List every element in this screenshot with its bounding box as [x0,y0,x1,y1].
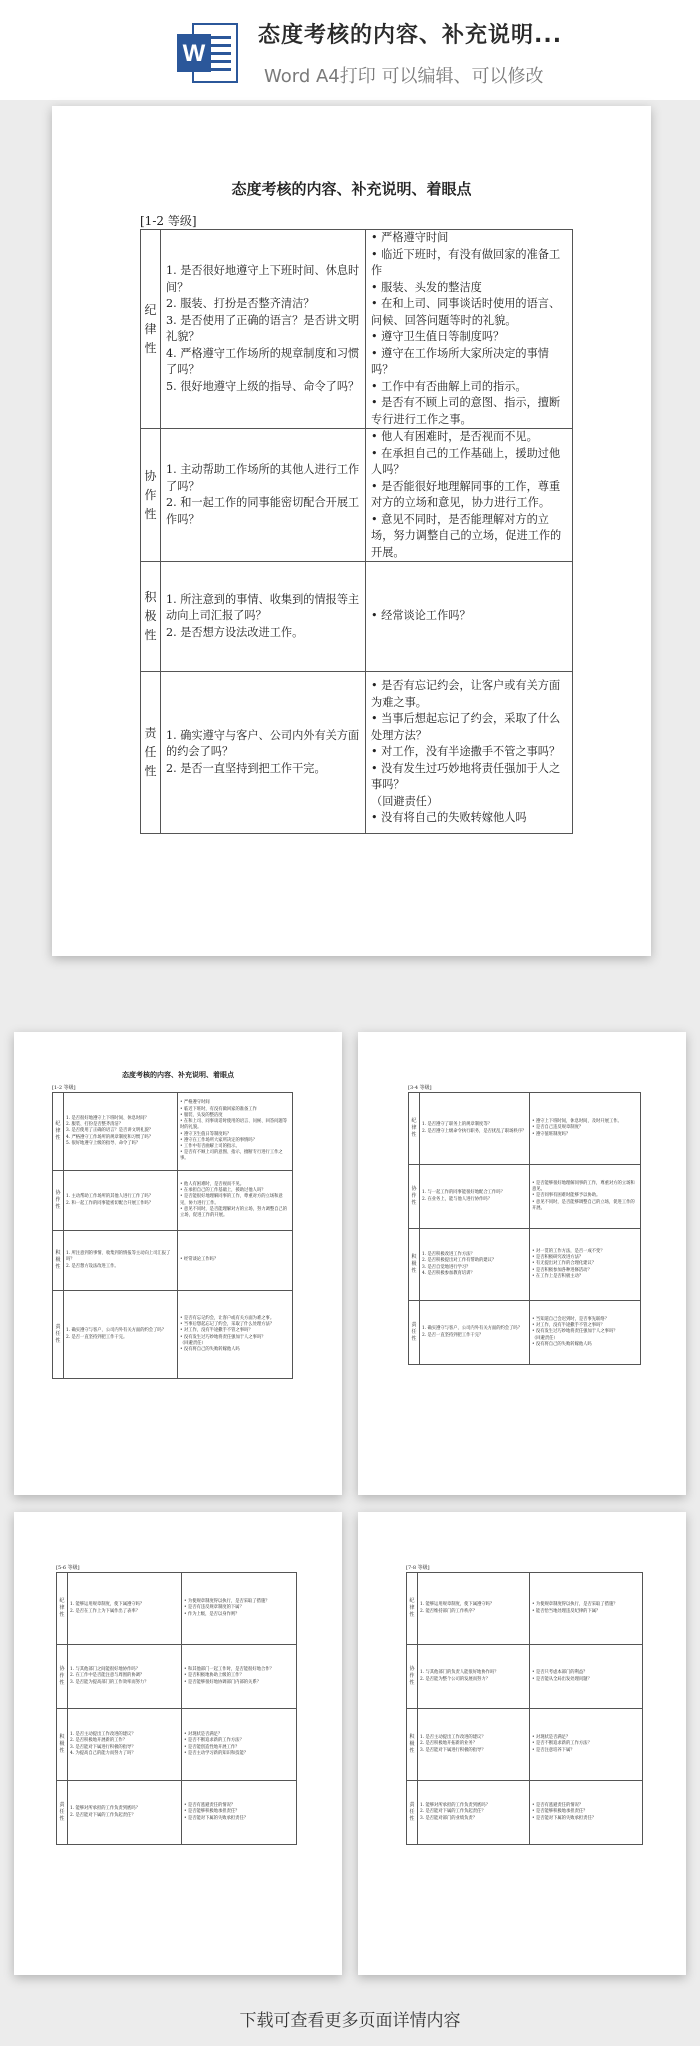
evaluation-table [52,1092,293,1379]
table-row [53,1291,293,1379]
category-char: 性 [411,1200,417,1206]
key-point-item: • 是否积极参加各种进修活动？ [532,1267,592,1273]
category-char: 积 [409,1734,415,1740]
category-cell [53,1171,64,1231]
category-char: 纪 [411,1118,417,1124]
table-row [407,1573,643,1645]
question-item: 1. 确实遵守与客户、公司内外有关方面的约会了吗？ [66,1328,166,1334]
key-point-item: • 意见不同时，是否能理解对方的立场，努力调整自己的立场，促进工作的开展。 [180,1206,288,1218]
word-document-icon [175,22,239,84]
category-char: 协 [409,1666,415,1672]
question-item: 3. 是否能对部门的业绩负责？ [420,1815,478,1821]
key-point-item: • 严格遵守时间 [371,231,449,244]
category-char: 性 [59,1816,65,1822]
category-char: 协 [144,468,157,483]
category-char: 极 [409,1741,415,1747]
category-char: 责 [409,1802,415,1808]
key-point-item: • 是否只考虑本部门的利益？ [532,1670,588,1676]
question-item: 1. 是否积极改进工作方法？ [422,1252,475,1258]
questions-cell [418,1645,530,1709]
category-char: 任 [409,1809,415,1815]
category-char: 性 [411,1268,417,1274]
question-item: 3. 是否能对下属进行积极的指导？ [420,1747,486,1753]
questions-cell [418,1573,530,1645]
key-point-item: • 在工作上是否积极主动？ [532,1273,584,1279]
key-point-item: • 是否有不顾上司的意图、指示，擅断专行进行工作之事。 [371,396,561,426]
questions-cell [64,1291,178,1379]
key-point-item: • 没有将自己的失败转嫁他人吗 [371,811,527,825]
key-point-item: • 遵守卫生值日等制度吗？ [180,1131,232,1137]
key-point-item: • 临近下班时，有没有做回家的准备工作 [371,247,561,277]
category-cell [57,1573,68,1645]
key-point-item: • 在和上司、同事谈话时使用的语言、问候、回答问题等时的礼貌。 [371,297,561,327]
key-point-item: • 遵守在工作场所大家所决定的事情吗？ [371,346,549,376]
category-char: 极 [55,1257,61,1263]
question-item: 1. 确实遵守与客户、公司内外有关方面的约会了吗？ [422,1326,522,1332]
category-char: 性 [55,1264,61,1270]
questions-cell [420,1165,530,1229]
key-point-item: （回避责任） [532,1335,558,1341]
key-point-item: • 对工作，没有半途撒手不管之事吗？ [180,1328,253,1334]
question-item: 1. 主动帮助工作场所的其他人进行工作了吗？ [66,1194,154,1200]
key-point-item: • 工作中有否曲解上司的指示。 [180,1143,240,1149]
document-header [0,0,700,100]
category-char: 纪 [409,1598,415,1604]
category-char: 性 [59,1680,65,1686]
category-char: 性 [144,628,157,642]
question-item: 3. 是否自觉地进行学习？ [422,1264,471,1270]
key-points-cell [366,562,573,672]
category-char: 作 [409,1673,415,1679]
key-point-item: • 没有发生过巧妙地将责任强加于人之事吗？ [180,1334,266,1340]
key-point-item: • 经常谈论工作吗？ [180,1257,219,1263]
key-point-item: • 遵守在工作场所大家所决定的事情吗？ [180,1137,257,1143]
category-char: 纪 [144,302,157,317]
key-point-item: • 遵守值班制度吗？ [532,1131,571,1137]
key-point-item: • 是否有不顾上司的意图、指示，擅断专行进行工作之事。 [180,1150,283,1162]
category-cell [141,562,161,672]
category-char: 性 [55,1338,61,1344]
key-point-item: • 是否有违反规章制度的下属？ [184,1605,244,1611]
question-item: 2. 是否想方设法改进工作。 [166,625,304,639]
document-title: 态度考核的内容、补充说明... [258,23,563,48]
category-char: 性 [144,506,157,521]
category-char: 作 [59,1673,65,1679]
category-char: 极 [59,1741,65,1747]
key-point-item: • 严格遵守时间 [180,1100,210,1106]
questions-cell [161,672,366,834]
question-item: 2. 在业务上，能与他人进行协作吗？ [422,1196,492,1202]
questions-cell [68,1781,182,1845]
table-row [141,230,573,429]
key-point-item: • 是否主动学习新的知识和技能？ [184,1750,249,1756]
key-point-item: • 是否能够很好地理解同事的工作，尊重对方的立场和意见。 [532,1180,635,1193]
more-pages-link[interactable]: 下载可查看更多页面详情内容 [239,2011,461,2031]
category-char: 性 [411,1132,417,1138]
grade-label: [7-8 等级] [406,1565,430,1571]
question-item: 2. 是否遵守上级命令执行职务，是否扰乱了职场秩序？ [422,1128,527,1134]
category-char: 纪 [55,1121,61,1127]
question-item: 1. 能够运用规章制度，使下属遵守吗？ [70,1602,145,1608]
table-row [141,429,573,562]
category-cell [57,1645,68,1709]
table-row [409,1165,641,1229]
question-item: 1. 与其他部门之间能很好地协作吗？ [70,1667,140,1673]
category-cell [53,1291,64,1379]
key-points-cell [182,1709,297,1781]
category-cell [141,230,161,429]
key-points-cell [366,429,573,562]
key-point-item: • 当事后想起忘记了约会，采取了什么处理方法？ [180,1322,275,1328]
question-item: 2. 是否能对下属的工作负起责任？ [420,1809,486,1815]
question-item: 2. 在工作中是否能注意与周围的协调？ [70,1673,145,1679]
question-item: 3. 是否能为提高部门的工作效率而努力？ [70,1679,149,1685]
question-item: 2. 是否能对下属的工作负起责任？ [70,1812,136,1818]
svg-text:W: W [182,40,206,67]
key-point-item: • 在承担自己的工作基础上，援助过他人吗？ [180,1188,266,1194]
question-item: 2. 是否一直坚持到把工作干完。 [166,761,326,775]
category-char: 性 [55,1204,61,1210]
category-cell [407,1709,418,1781]
question-item: 3. 是否使用了正确的语言？是否讲文明礼貌？ [166,313,360,343]
category-char: 任 [59,1809,65,1815]
key-point-item: • 他人有困难时，是否视而不见。 [371,430,538,443]
key-point-item: • 遵守上下班时间，休息时间，及时开展工作。 [532,1119,622,1125]
key-points-cell [530,1573,643,1645]
table-row [53,1093,293,1171]
key-point-item: • 意见不同时，是否能够调整自己的立场，促进工作的开展。 [532,1199,635,1211]
table-row [141,562,573,672]
key-point-item: • 和其他部门一起工作时，是否能很好地合作？ [184,1667,274,1673]
question-item: 1. 是否主动提出工作改进的建议？ [70,1732,136,1738]
key-point-item: • 经常谈论工作吗？ [371,609,471,623]
key-point-item: • 有无提出对工作的合理化建议？ [532,1261,597,1267]
key-point-item: • 是否有逃避责任的情况？ [184,1803,236,1809]
category-char: 作 [55,1197,61,1203]
question-item: 2. 和一起工作的同事能密切配合开展工作吗？ [66,1200,154,1206]
category-cell [141,672,161,834]
question-item: 1. 主动帮助工作场所的其他人进行工作了吗？ [166,463,360,493]
key-points-cell [530,1093,641,1165]
question-item: 2. 是否在工作上为下属作出了表率？ [70,1608,140,1614]
question-item: 1. 所注意到的事情、收集到的情报等主动向上司汇报了吗？ [66,1251,171,1263]
key-points-cell [530,1301,641,1365]
table-row [141,672,573,834]
key-point-item: • 对工作，没有半途撒手不管之事吗？ [532,1323,605,1329]
evaluation-table [56,1572,297,1845]
key-point-item: • 是否不断追求新的工作方法？ [532,1741,592,1747]
category-char: 积 [144,590,157,604]
category-char: 律 [411,1125,417,1131]
key-points-cell [182,1781,297,1845]
table-row [57,1645,297,1709]
key-points-cell [178,1093,293,1171]
category-cell [409,1301,420,1365]
question-item: 2. 是否积极提出对工作有帮助的建议？ [422,1258,497,1264]
question-item: 2. 和一起工作的同事能密切配合开展工作吗？ [166,496,360,526]
category-cell [409,1165,420,1229]
key-point-item: • 没有将自己的失败转嫁他人吗 [532,1341,592,1347]
key-point-item: • 对一贯的工作方法，是否一成不变？ [532,1248,605,1254]
category-char: 责 [144,726,157,740]
questions-cell [68,1645,182,1709]
key-point-item: • 是否能从全局出发处理问题？ [532,1676,592,1682]
question-item: 1. 是否主动提出工作改进的建议？ [420,1735,486,1741]
question-item: 1. 与其他部门的负责人能很好地协作吗？ [420,1670,499,1676]
evaluation-table [140,229,573,834]
table-row [407,1781,643,1845]
questions-cell [68,1709,182,1781]
question-item: 4. 严格遵守工作场所的规章制度和习惯了吗？ [166,346,360,376]
page-thumbnail-3[interactable] [14,1512,342,1975]
question-item: 2. 能否维持部门的工作秩序？ [420,1608,478,1614]
grade-label: [5-6 等级] [56,1565,80,1571]
questions-cell [418,1709,530,1781]
category-char: 性 [409,1816,415,1822]
key-point-item: • 是否有忘记约会，让客户或有关方面为难之事。 [371,679,561,709]
category-char: 协 [59,1666,65,1672]
key-point-item: • 没有发生过巧妙地将责任强加于人之事吗？ [532,1329,618,1335]
questions-cell [64,1093,178,1171]
key-point-item: • 服装、头发的整洁度 [180,1112,223,1118]
category-cell [53,1093,64,1171]
category-char: 性 [59,1748,65,1754]
key-point-item: • 意见不同时，是否能理解对方的立场，努力调整自己的立场，促进工作的开展。 [371,512,562,559]
evaluation-table [406,1572,643,1845]
questions-cell [161,429,366,562]
key-point-item: • 没有发生过巧妙地将责任强加于人之事吗？ [371,761,561,792]
evaluation-table [408,1092,641,1365]
key-points-cell [530,1165,641,1229]
question-item: 2. 服装、打扮是否整齐清洁？ [166,297,315,310]
question-item: 2. 是否一直坚持到把工作干完。 [66,1334,128,1340]
category-cell [409,1229,420,1301]
key-point-item: • 对现状是否满足？ [532,1735,571,1741]
category-char: 作 [144,487,157,502]
category-char: 任 [55,1331,61,1337]
question-item: 4. 是否积极参加教育培训？ [422,1270,475,1276]
key-point-item: • 没有将自己的失败转嫁他人吗 [180,1346,240,1352]
main-page-preview [52,106,651,956]
key-points-cell [178,1171,293,1231]
category-char: 律 [55,1128,61,1134]
question-item: 2. 是否积极地开展新的工作？ [70,1738,128,1744]
key-point-item: • 是否同事有困难时能够予以协助。 [532,1193,601,1199]
category-char: 任 [144,745,157,759]
key-points-cell [366,672,573,834]
category-char: 责 [55,1324,61,1330]
questions-cell [161,562,366,672]
key-points-cell [530,1229,641,1301]
key-points-cell [530,1781,643,1845]
question-item: 1. 能够对所承担的工作负责到底吗？ [420,1803,490,1809]
category-char: 律 [409,1605,415,1611]
category-char: 性 [55,1135,61,1141]
question-item: 3. 是否使用了正确的语言？是否讲文明礼貌？ [66,1128,154,1134]
key-points-cell [178,1291,293,1379]
questions-cell [420,1301,530,1365]
category-char: 性 [409,1748,415,1754]
key-point-item: • 是否有逃避责任的情况？ [532,1803,584,1809]
question-item: 1. 是否遵守了职务上的规章制度等？ [422,1122,492,1128]
questions-cell [418,1781,530,1845]
category-char: 纪 [59,1598,65,1604]
key-point-item: • 作为上级，是否以身作则？ [184,1611,240,1617]
key-point-item: • 是否能够积极地承担责任？ [532,1809,588,1815]
key-point-item: • 在承担自己的工作基础上，援助过他人吗？ [371,446,561,476]
key-point-item: • 工作中有否曲解上司的指示。 [371,379,527,393]
category-char: 作 [411,1193,417,1199]
question-item: 1. 能够对所承担的工作负责到底吗？ [70,1806,140,1812]
grade-label: [1-2 等级] [52,1085,76,1091]
question-item: 1. 是否很好地遵守上下班时间、休息时间？ [66,1115,149,1121]
category-char: 性 [59,1612,65,1618]
key-point-item: • 能否恰当地处理违反纪律的下属？ [532,1608,601,1614]
category-cell [407,1573,418,1645]
key-point-item: • 是否能对下属的失败承担责任？ [532,1815,597,1821]
category-char: 协 [411,1186,417,1192]
category-char: 积 [55,1250,61,1256]
table-row [409,1229,641,1301]
question-item: 3. 是否能对下属进行积极的指导？ [70,1744,136,1750]
key-point-item: • 是否积极研究改进方法？ [532,1255,584,1261]
key-point-item: • 是否能很好地理解同事的工作，尊重对方的立场和意见，协力进行工作。 [371,479,561,509]
key-point-item: • 当事后想起忘记了约会，采取了什么处理方法？ [371,712,561,742]
table-row [407,1645,643,1709]
question-item: 5. 很好地遵守上级的指导、命令了吗？ [66,1140,141,1146]
key-point-item: • 是否能对下属的失败承担责任？ [184,1815,249,1821]
category-char: 性 [409,1680,415,1686]
category-cell [141,429,161,562]
category-cell [407,1781,418,1845]
table-row [57,1709,297,1781]
key-point-item: • 服装、头发的整洁度 [371,280,482,294]
table-row [57,1781,297,1845]
category-char: 律 [144,321,157,336]
category-char: 性 [144,340,157,355]
grade-label: [1-2 等级] [140,214,197,228]
question-item: 1. 确实遵守与客户、公司内外有关方面的约会了吗？ [166,728,360,759]
key-point-item: • 是否能创造性地开展工作？ [184,1744,240,1750]
key-point-item: （回避责任） [371,794,439,808]
table-row [53,1171,293,1231]
question-item: 5. 很好地遵守上级的指导、命令了吗？ [166,379,360,393]
category-char: 极 [144,609,157,623]
key-point-item: • 是否不断追求新的工作方法？ [184,1738,244,1744]
category-char: 积 [411,1254,417,1260]
questions-cell [64,1231,178,1291]
category-char: 责 [59,1802,65,1808]
key-point-item: • 是否自己违反规章制度？ [532,1125,584,1131]
key-point-item: • 是否能很好地理解同事的工作，尊重对方的立场和意见，协力进行工作。 [180,1194,283,1206]
category-char: 极 [411,1261,417,1267]
question-item: 4. 严格遵守工作场所的规章制度和习惯了吗？ [66,1134,154,1140]
key-point-item: • 为使规章制度得以执行，是否采取了措施？ [532,1602,618,1608]
category-char: 协 [55,1190,61,1196]
questions-cell [68,1573,182,1645]
category-char: 责 [411,1322,417,1328]
key-points-cell [178,1231,293,1291]
key-point-item: • 是否能够很好地协调部门内部的关系？ [184,1679,261,1685]
question-item: 1. 与一起工作的同事能很好地配合工作吗？ [422,1190,505,1196]
table-row [407,1709,643,1781]
page-title: 态度考核的内容、补充说明、着眼点 [231,180,472,198]
key-point-item: • 临近下班时，有没有做回家的准备工作 [180,1106,257,1112]
question-item: 2. 是否想方设法改进工作。 [66,1263,119,1269]
category-char: 积 [59,1734,65,1740]
page-thumbnail-2[interactable] [358,1032,686,1495]
key-points-cell [182,1645,297,1709]
question-item: 1. 所注意到的事情、收集到的情报等主动向上司汇报了吗？ [166,592,360,623]
table-row [57,1573,297,1645]
page-title: 态度考核的内容、补充说明、着眼点 [122,1070,234,1079]
category-char: 律 [59,1605,65,1611]
category-cell [409,1093,420,1165]
questions-cell [64,1171,178,1231]
questions-cell [420,1093,530,1165]
questions-cell [420,1229,530,1301]
category-cell [407,1645,418,1709]
category-char: 性 [409,1612,415,1618]
category-cell [53,1231,64,1291]
key-point-item: • 对现状是否满足？ [184,1732,223,1738]
key-points-cell [530,1645,643,1709]
category-cell [57,1709,68,1781]
category-char: 任 [411,1329,417,1335]
question-item: 2. 是否一直坚持到把工作干完？ [422,1332,484,1338]
question-item: 4. 为提高自己的能力而努力了吗？ [70,1750,136,1756]
category-char: 性 [411,1336,417,1342]
page-thumbnail-4[interactable] [358,1512,686,1975]
key-point-item: • 他人有困难时，是否视而不见。 [180,1181,245,1187]
table-row [409,1093,641,1165]
category-char: 性 [144,764,157,778]
key-point-item: • 是否有忘记约会，让客户或有关方面为难之事。 [180,1315,275,1321]
key-points-cell [366,230,573,429]
table-row [53,1231,293,1291]
question-item: 2. 是否能为整个公司的发展而努力？ [420,1676,490,1682]
key-point-item: • 是否能够积极地承担责任？ [184,1809,240,1815]
key-point-item: • 是否注意培养下属？ [532,1747,575,1753]
question-item: 1. 能够运用规章制度，使下属遵守吗？ [420,1602,495,1608]
page-thumbnail-1[interactable] [14,1032,342,1495]
key-point-item: • 遵守卫生值日等制度吗？ [371,330,505,343]
grade-label: [3-4 等级] [408,1085,432,1091]
key-point-item: • 为使规章制度得以执行，是否采取了措施？ [184,1599,270,1605]
key-point-item: • 对工作，没有半途撒手不管之事吗？ [371,745,561,759]
document-subtitle: Word A4打印 可以编辑、可以修改 [264,66,544,87]
key-points-cell [182,1573,297,1645]
key-point-item: • 在和上司、同事谈话时使用的语言、问候、回答问题等时的礼貌。 [180,1119,288,1131]
key-points-cell [530,1709,643,1781]
question-item: 2. 是否积极地开拓新的业务？ [420,1741,478,1747]
question-item: 1. 是否很好地遵守上下班时间、休息时间？ [166,264,360,294]
category-cell [57,1781,68,1845]
questions-cell [161,230,366,429]
key-point-item: • 是否积极地协助上级的工作？ [184,1673,244,1679]
table-row [409,1301,641,1365]
question-item: 2. 服装、打扮是否整齐清洁？ [66,1122,124,1128]
key-point-item: • 当知道自己会迟到时，是否事先联络？ [532,1316,609,1322]
key-point-item: （回避责任） [180,1340,206,1346]
